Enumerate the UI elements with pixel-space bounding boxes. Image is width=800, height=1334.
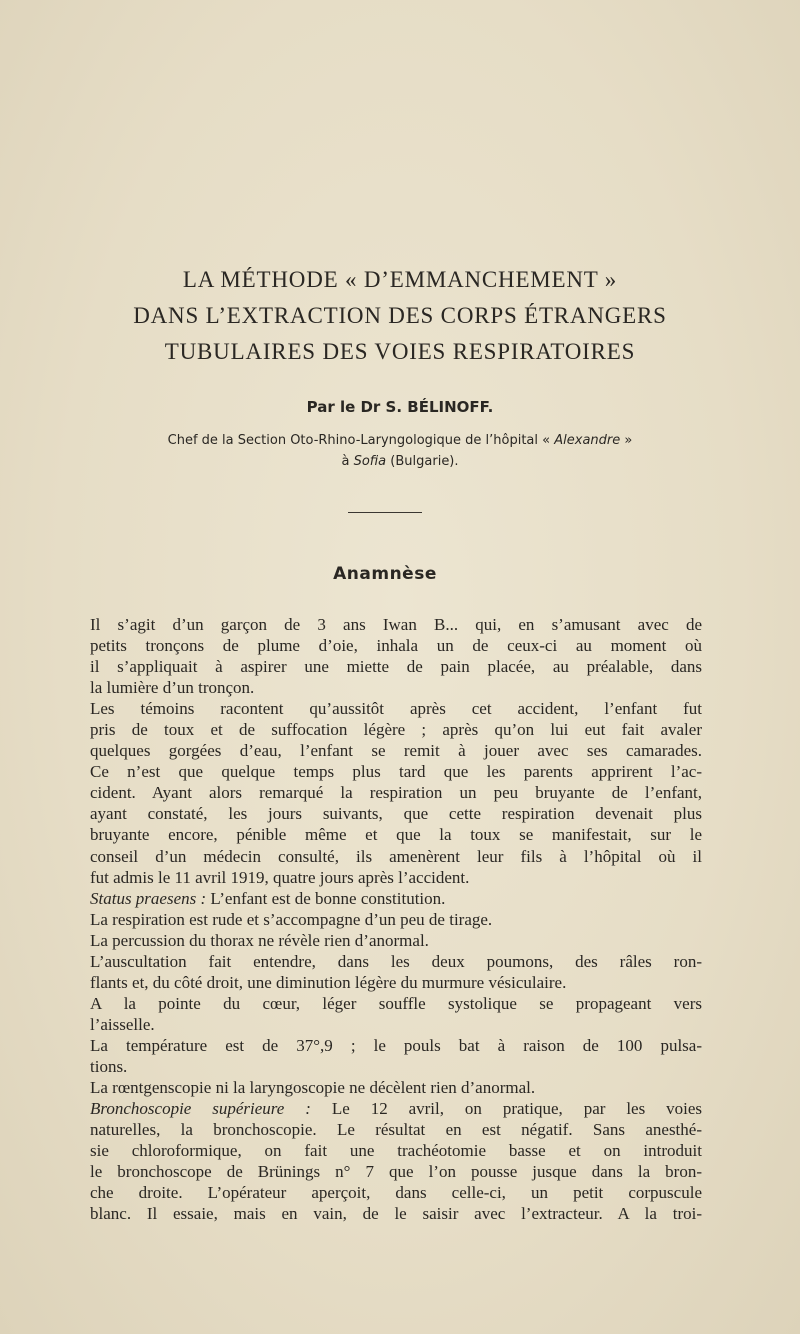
paragraph xyxy=(90,951,702,993)
paragraph xyxy=(90,698,702,761)
text-line: Ce n’est que quelque temps plus tard que les parents apprirent l’ac- xyxy=(90,762,702,782)
text-line: petits tronçons de plume d’oie, inhala un de ceux-ci au moment où xyxy=(90,636,702,656)
affiliation-text: » xyxy=(624,433,633,448)
author-line: Par le Dr S. BÉLINOFF. xyxy=(306,398,494,416)
title-line: DANS L’EXTRACTION DES CORPS ÉTRANGERS xyxy=(133,303,667,328)
affiliation-text: à xyxy=(341,454,350,469)
affiliation-text: (Bulgarie). xyxy=(390,454,459,469)
bronchoscopy-label: Bronchoscopie supérieure : xyxy=(90,1099,311,1119)
text-line: bruyante encore, pénible même et que la toux se manifestait, sur le xyxy=(90,825,702,845)
text-line xyxy=(90,1098,702,1119)
text-line: flants et, du côté droit, une diminution légère du murmure vésiculaire. xyxy=(90,972,567,992)
text-line: il s’appliquait à aspirer une miette de pain placée, au préalable, dans xyxy=(90,657,702,677)
affiliation-city: Sofia xyxy=(353,454,387,469)
paragraph xyxy=(90,1077,702,1098)
text-line: La percussion du thorax ne révèle rien d’anormal. xyxy=(90,930,429,950)
text-line: fut admis le 11 avril 1919, quatre jours après l’accident. xyxy=(90,867,470,887)
text-line xyxy=(90,888,702,909)
separator-rule xyxy=(348,512,422,513)
text-line: tions. xyxy=(90,1056,128,1076)
paragraph xyxy=(90,909,702,930)
paragraph xyxy=(90,930,702,951)
title-line: LA MÉTHODE « D’EMMANCHEMENT » xyxy=(182,267,618,292)
paragraph xyxy=(90,1035,702,1077)
paragraph xyxy=(90,1098,702,1224)
paragraph xyxy=(90,888,702,909)
text-line: La rœntgenscopie ni la laryngoscopie ne décèlent rien d’anormal. xyxy=(90,1078,536,1098)
text-fragment: Le 12 avril, on pratique, par les voies xyxy=(331,1099,702,1119)
paragraph xyxy=(90,993,702,1035)
text-line: Il s’agit d’un garçon de 3 ans Iwan B... qui, en s’amusant avec de xyxy=(90,615,702,634)
text-line: pris de toux et de suffocation légère ; après qu’on lui eut fait avaler xyxy=(90,720,702,740)
text-line: blanc. Il essaie, mais en vain, de le saisir avec l’extracteur. A la troi- xyxy=(90,1204,702,1224)
text-line: conseil d’un médecin consulté, ils amenèrent leur fils à l’hôpital où il xyxy=(90,846,702,866)
text-line: ayant constaté, les jours suivants, que cette respiration devenait plus xyxy=(90,804,702,824)
text-line: l’aisselle. xyxy=(90,1014,155,1034)
status-praesens-label: Status praesens : xyxy=(90,888,207,908)
author-affiliation xyxy=(60,430,740,472)
affiliation-text: Chef de la Section Oto-Rhino-Laryngologique de l’hôpital « xyxy=(167,433,551,448)
text-line: le bronchoscope de Brünings n° 7 que l’on pousse jusque dans la bron- xyxy=(90,1162,702,1182)
text-line: che droite. L’opérateur aperçoit, dans celle-ci, un petit corpuscule xyxy=(90,1183,702,1203)
paragraph xyxy=(90,614,702,698)
title-line: TUBULAIRES DES VOIES RESPIRATOIRES xyxy=(164,339,636,364)
text-line: L’auscultation fait entendre, dans les deux poumons, des râles ron- xyxy=(90,951,702,971)
text-line: cident. Ayant alors remarqué la respiration un peu bruyante de l’enfant, xyxy=(90,783,702,803)
text-line: sie chloroformique, on fait une trachéotomie basse et on introduit xyxy=(90,1141,702,1161)
text-line: quelques gorgées d’eau, l’enfant se remit à jouer avec ses camarades. xyxy=(90,741,702,761)
text-line: La température est de 37°,9 ; le pouls bat à raison de 100 pulsa- xyxy=(90,1035,702,1055)
section-heading: Anamnèse xyxy=(333,564,437,584)
text-fragment: L’enfant est de bonne constitution. xyxy=(210,888,446,908)
text-line: la lumière d’un tronçon. xyxy=(90,678,255,698)
paragraph xyxy=(90,761,702,887)
text-line: Les témoins racontent qu’aussitôt après cet accident, l’enfant fut xyxy=(90,699,702,719)
text-line: La respiration est rude et s’accompagne d’un peu de tirage. xyxy=(90,909,493,929)
article-title xyxy=(80,262,720,370)
text-line: A la pointe du cœur, léger souffle systolique se propageant vers xyxy=(90,993,702,1013)
body-text xyxy=(90,614,702,1224)
text-line: naturelles, la bronchoscopie. Le résultat en est négatif. Sans anesthé- xyxy=(90,1120,702,1140)
affiliation-hospital: Alexandre xyxy=(554,433,621,448)
